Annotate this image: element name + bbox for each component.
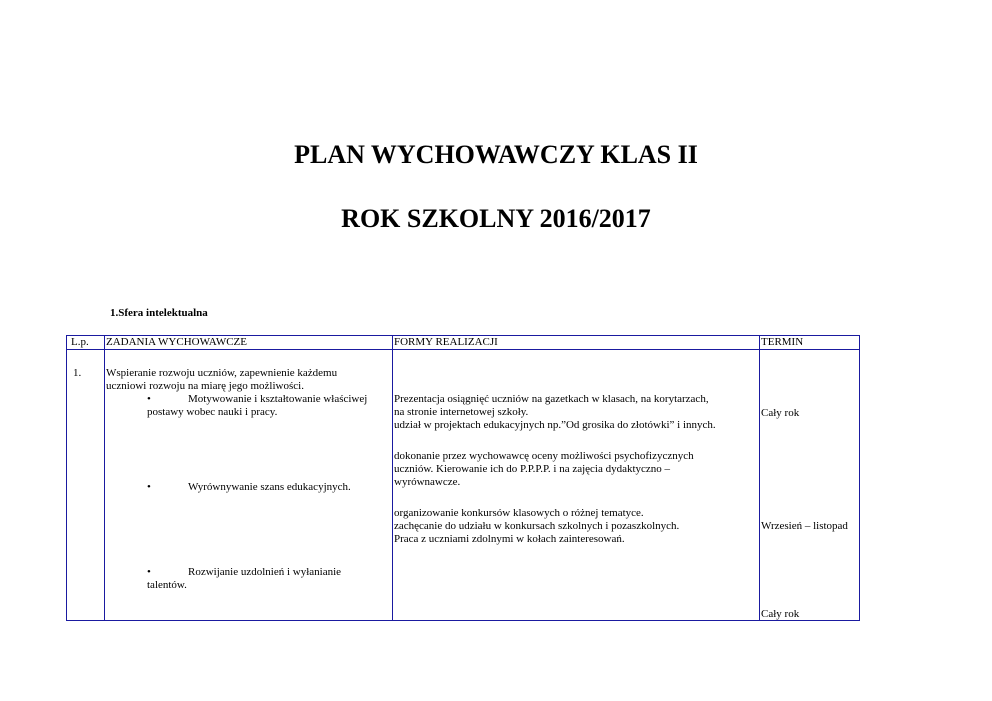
header-term: TERMIN [761, 336, 804, 348]
form-line: na stronie internetowej szkoły. [394, 406, 529, 418]
task-sub-item: talentów. [147, 579, 187, 591]
bullet: • [147, 481, 151, 493]
form-line: organizowanie konkursów klasowych o różnej tematyce. [394, 507, 644, 519]
form-line: udział w projektach edukacyjnych np.”Od grosika do złotówki” i innych. [394, 419, 716, 431]
column-divider [392, 336, 393, 620]
task-intro-line: uczniowi rozwoju na miarę jego możliwości. [106, 380, 304, 392]
plan-table [66, 335, 860, 621]
term-value: Wrzesień – listopad [761, 520, 848, 532]
school-year-title: ROK SZKOLNY 2016/2017 [341, 204, 651, 233]
row-number: 1. [73, 367, 82, 379]
header-lp: L.p. [71, 336, 89, 348]
header-tasks: ZADANIA WYCHOWAWCZE [106, 336, 247, 348]
header-divider [67, 349, 859, 350]
column-divider [104, 336, 105, 620]
task-intro-line: Wspieranie rozwoju uczniów, zapewnienie każdemu [106, 367, 338, 379]
column-divider [759, 336, 760, 620]
form-line: wyrównawcze. [394, 476, 461, 488]
task-sub-item: Rozwijanie uzdolnień i wyłanianie [188, 566, 342, 578]
bullet: • [147, 566, 151, 578]
form-line: zachęcanie do udziału w konkursach szkolnych i pozaszkolnych. [394, 520, 680, 532]
form-line: dokonanie przez wychowawcę oceny możliwości psychofizycznych [394, 450, 694, 462]
term-value: Cały rok [761, 407, 800, 419]
task-sub-item: Motywowanie i kształtowanie właściwej [188, 393, 368, 405]
section-heading: 1.Sfera intelektualna [110, 307, 208, 319]
bullet: • [147, 393, 151, 405]
header-forms: FORMY REALIZACJI [394, 336, 498, 348]
form-line: Prezentacja osiągnięć uczniów na gazetkach w klasach, na korytarzach, [394, 393, 709, 405]
task-sub-item: Wyrównywanie szans edukacyjnych. [188, 481, 351, 493]
document-title: PLAN WYCHOWAWCZY KLAS II [294, 140, 698, 169]
task-sub-item: postawy wobec nauki i pracy. [147, 406, 278, 418]
form-line: Praca z uczniami zdolnymi w kołach zainteresowań. [394, 533, 625, 545]
term-value: Cały rok [761, 608, 800, 620]
form-line: uczniów. Kierowanie ich do P.P.P.P. i na zajęcia dydaktyczno – [394, 463, 671, 475]
